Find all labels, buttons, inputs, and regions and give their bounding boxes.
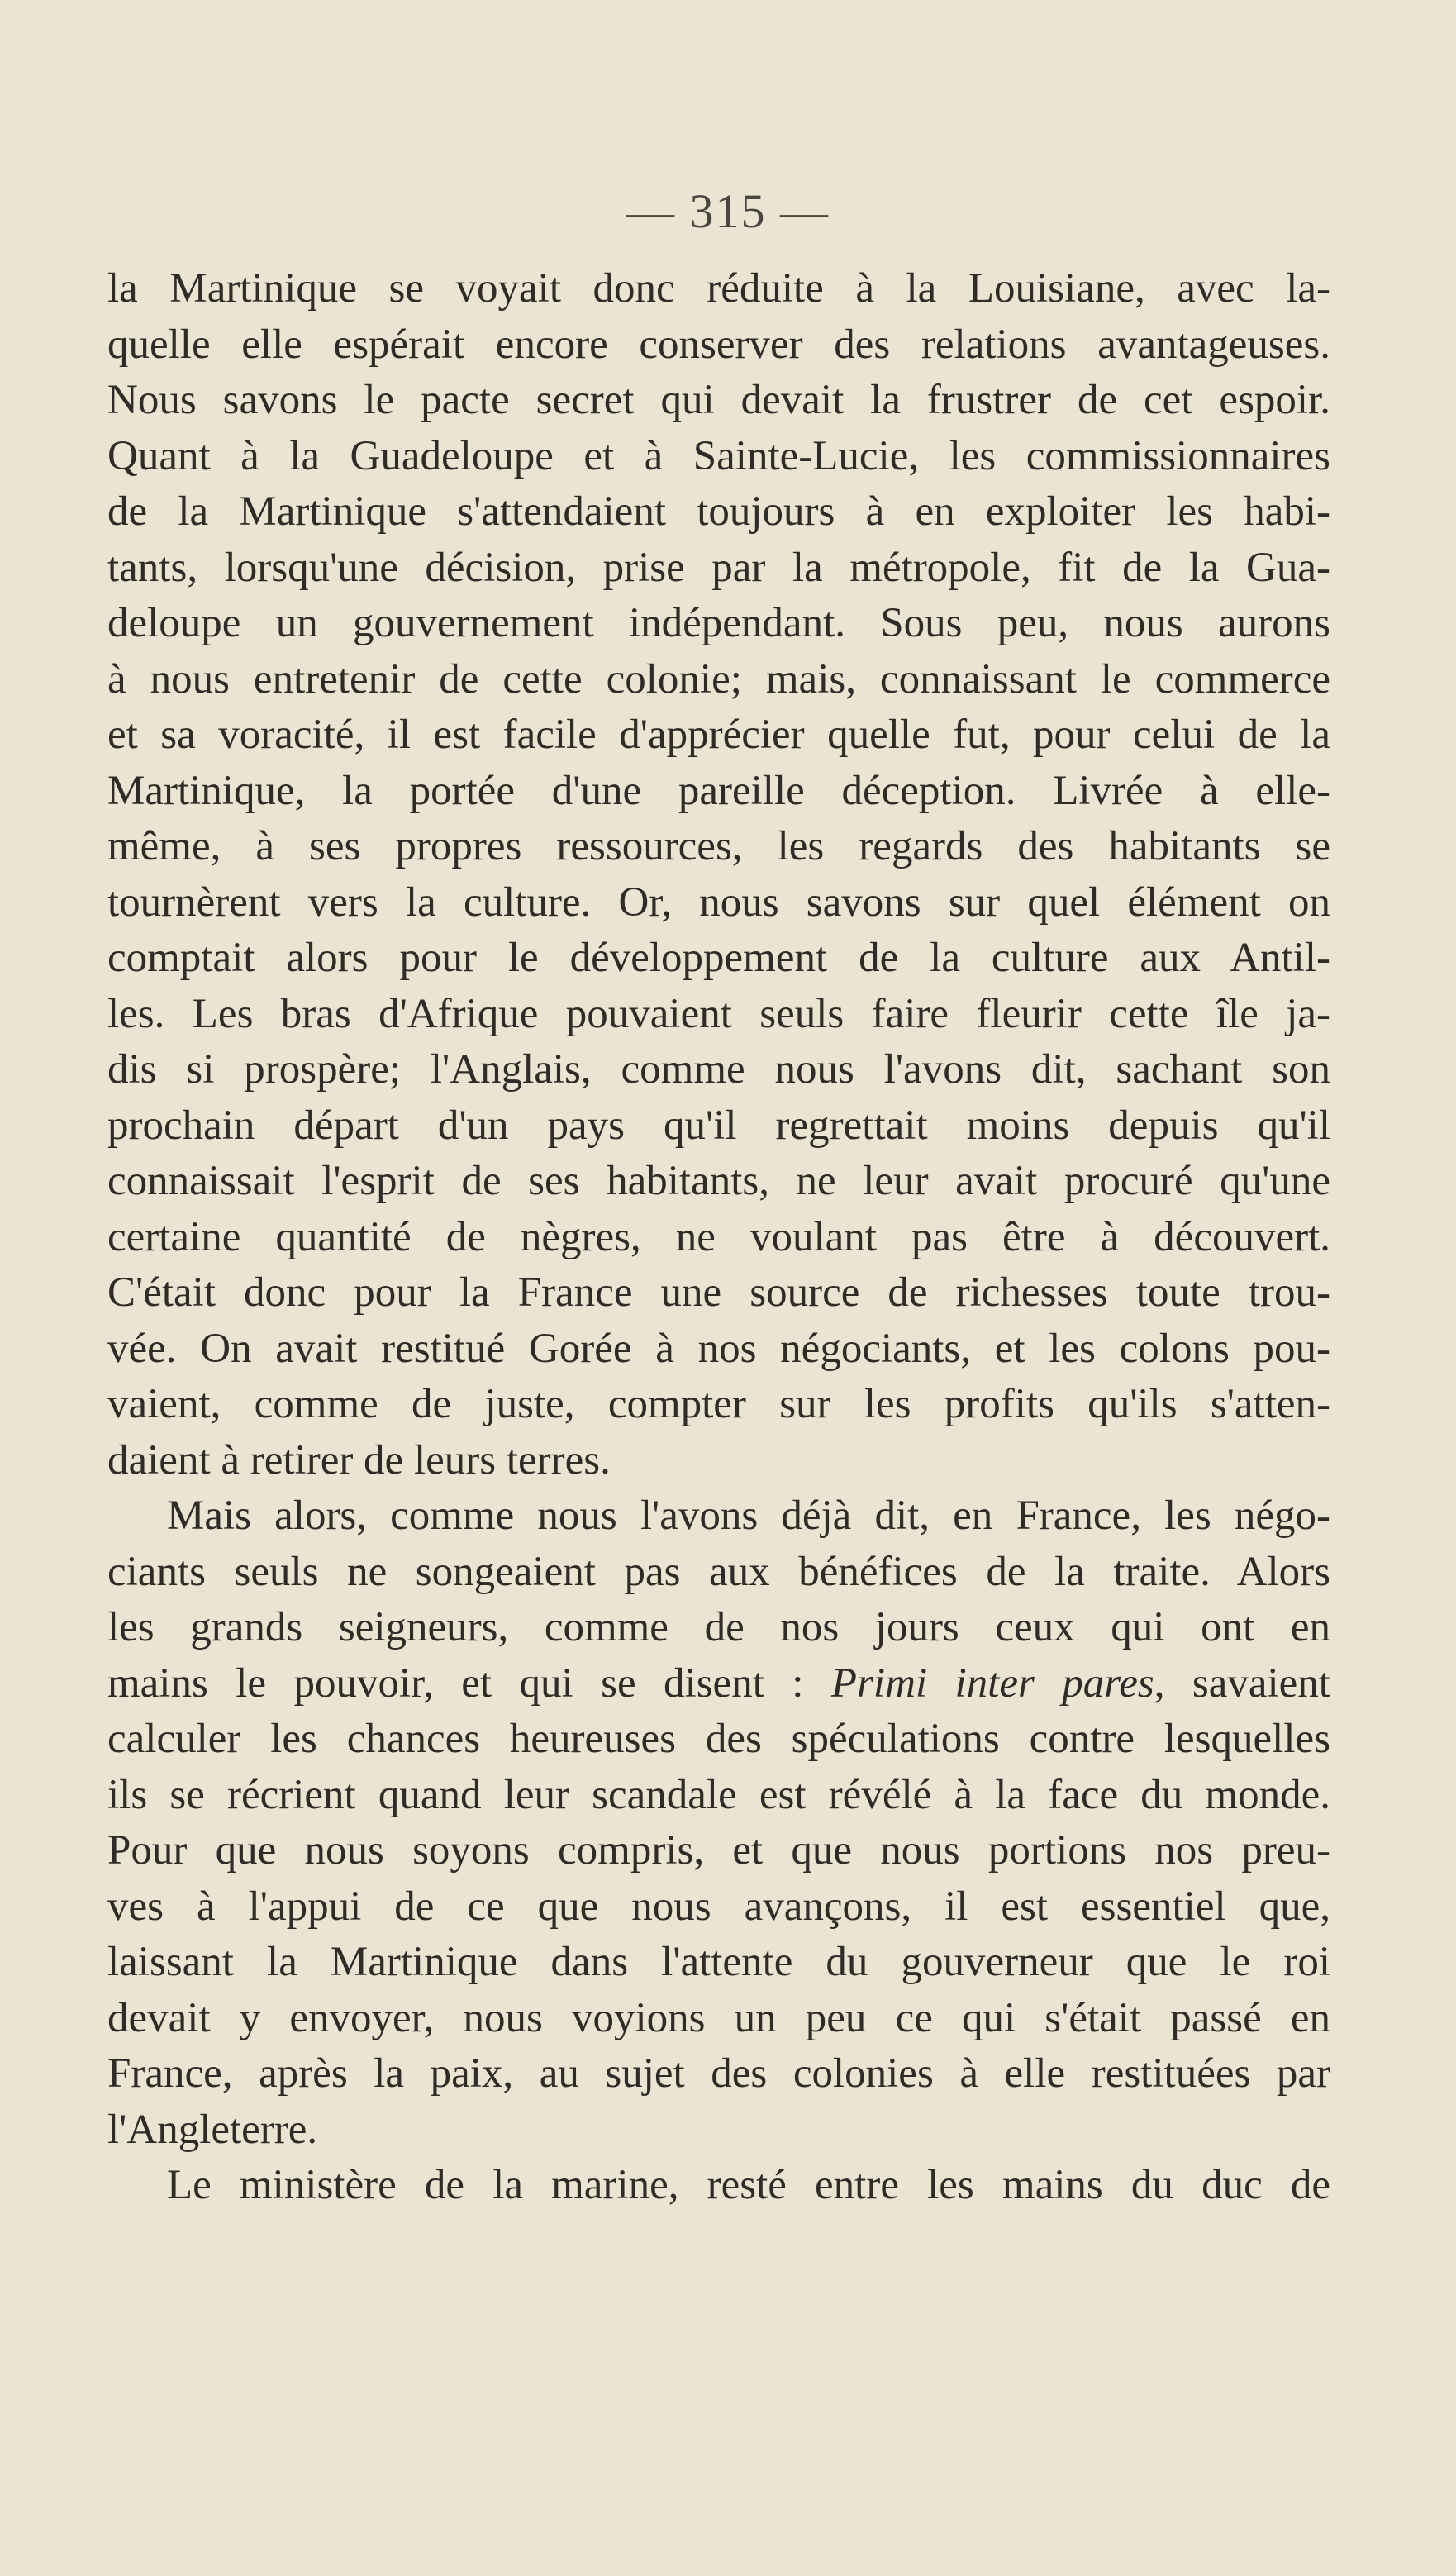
text-line: C'était donc pour la France une source de richesses toute trou- (107, 1269, 1330, 1316)
text-line: devait y envoyer, nous voyions un peu ce qui s'était passé en (107, 1994, 1330, 2041)
text-line: l'Angleterre. (107, 2106, 318, 2153)
text-line: tournèrent vers la culture. Or, nous savons sur quel élément on (107, 879, 1330, 926)
text-line: France, après la paix, au sujet des colonies à elle restituées par (107, 2050, 1330, 2097)
text-line: Nous savons le pacte secret qui devait la frustrer de cet espoir. (107, 377, 1330, 423)
text-line: Pour que nous soyons compris, et que nous portions nos preu- (107, 1827, 1330, 1874)
text-line: dis si prospère; l'Anglais, comme nous l'avons dit, sachant son (107, 1046, 1330, 1093)
text-line: Martinique, la portée d'une pareille déception. Livrée à elle- (107, 767, 1330, 814)
text-line: Mais alors, comme nous l'avons déjà dit, en France, les négo- (167, 1493, 1330, 1539)
text-line: ves à l'appui de ce que nous avançons, il est essentiel que, (107, 1883, 1330, 1930)
text-line: quelle elle espérait encore conserver des relations avantageuses. (107, 321, 1330, 368)
text-line: même, à ses propres ressources, les regards des habitants se (107, 823, 1330, 869)
text-line: certaine quantité de nègres, ne voulant pas être à découvert. (107, 1213, 1330, 1260)
text-line: ciants seuls ne songeaient pas aux bénéfices de la traite. Alors (107, 1548, 1330, 1595)
text-segment: , savaient (1154, 1659, 1330, 1707)
text-line: connaissait l'esprit de ses habitants, ne leur avait procuré qu'une (107, 1158, 1330, 1204)
text-line: deloupe un gouvernement indépendant. Sous peu, nous aurons (107, 600, 1330, 646)
text-line: tants, lorsqu'une décision, prise par la métropole, fit de la Gua- (107, 544, 1330, 591)
text-line: vée. On avait restitué Gorée à nos négociants, et les colons pou- (107, 1325, 1330, 1372)
text-line: la Martinique se voyait donc réduite à la Louisiane, avec la- (107, 265, 1330, 312)
text-segment: mains le pouvoir, et qui se disent : (107, 1659, 831, 1707)
text-line: à nous entretenir de cette colonie; mais, connaissant le commerce (107, 655, 1330, 702)
text-line: de la Martinique s'attendaient toujours à en exploiter les habi- (107, 488, 1330, 535)
text-line: calculer les chances heureuses des spéculations contre lesquelles (107, 1716, 1330, 1762)
text-line: les grands seigneurs, comme de nos jours ceux qui ont en (107, 1604, 1330, 1650)
text-line: Quant à la Guadeloupe et à Sainte-Lucie, les commissionnaires (107, 432, 1330, 479)
page-number: — 315 — (626, 184, 830, 238)
text-line: daient à retirer de leurs terres. (107, 1436, 611, 1483)
text-line: et sa voracité, il est facile d'apprécier quelle fut, pour celui de la (107, 712, 1330, 758)
text-line: ils se récrient quand leur scandale est révélé à la face du monde. (107, 1771, 1330, 1818)
text-line: laissant la Martinique dans l'attente du gouverneur que le roi (107, 1939, 1330, 1985)
text-line: prochain départ d'un pays qu'il regrettait moins depuis qu'il (107, 1102, 1330, 1149)
text-line: Le ministère de la marine, resté entre les mains du duc de (167, 2162, 1330, 2208)
body-text (107, 261, 1330, 2214)
text-line (107, 1656, 1330, 1712)
text-line: les. Les bras d'Afrique pouvaient seuls faire fleurir cette île ja- (107, 990, 1330, 1037)
text-line: comptait alors pour le développement de la culture aux Antil- (107, 935, 1330, 981)
italic-phrase: Primi inter pares (830, 1659, 1154, 1707)
text-line: vaient, comme de juste, compter sur les profits qu'ils s'atten- (107, 1381, 1330, 1427)
